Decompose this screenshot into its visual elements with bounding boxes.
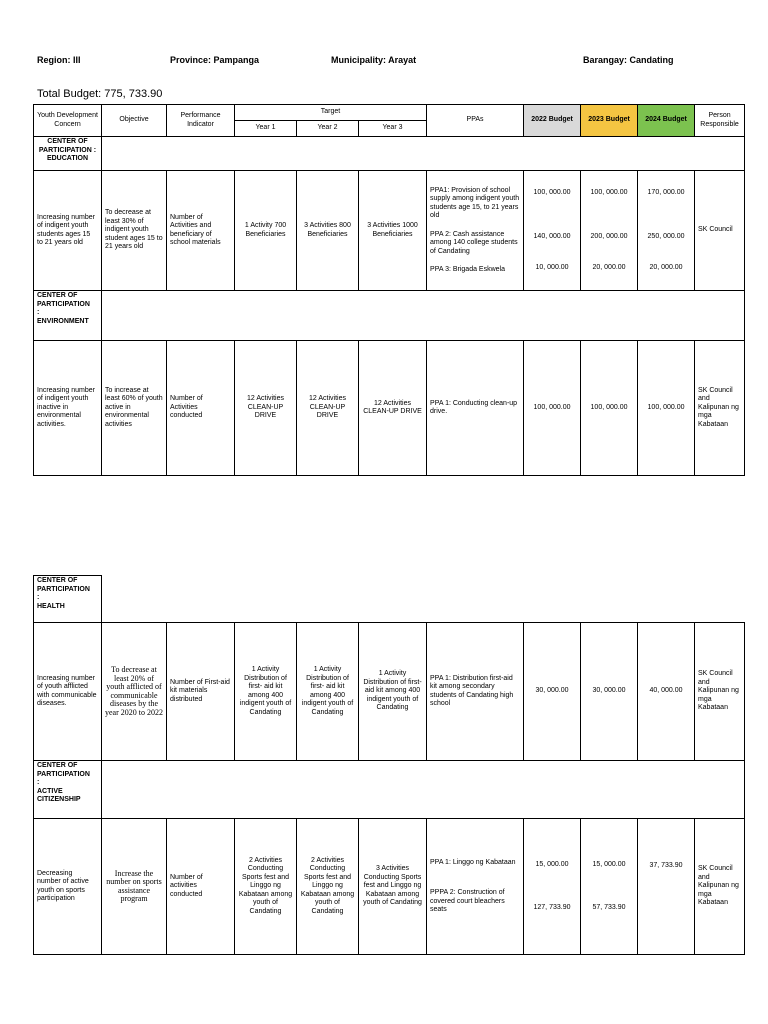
budget-value: 250, 000.00	[647, 233, 685, 241]
citizenship-ppa2: PPPA 2: Construction of covered court bleachers seats	[430, 889, 505, 913]
education-objective: To decrease at least 30% of indigent youth student ages 15 to 21 years old	[102, 171, 167, 291]
category-line: :	[37, 779, 40, 786]
province-label: Province: Pampanga	[170, 55, 260, 65]
environment-year3: 12 Activities CLEAN-UP DRIVE	[359, 341, 427, 476]
col-year2: Year 2	[297, 121, 359, 137]
budget-value: 127, 733.90	[533, 903, 571, 911]
education-indicator: Number of Activities and beneficiary of school materials	[167, 171, 235, 291]
col-2022-budget: 2022 Budget	[524, 105, 581, 137]
budget-value: 20, 000.00	[649, 263, 683, 271]
education-2023	[581, 171, 638, 291]
barangay-label: Barangay: Candating	[583, 55, 674, 65]
citizenship-2022	[524, 819, 581, 955]
category-filler	[102, 761, 745, 819]
category-line: CENTER OF PARTICIPATION	[37, 577, 90, 593]
citizenship-year1: 2 Activities Conducting Sports fest and Linggo ng Kabataan among youth of Candating	[235, 819, 297, 955]
category-line: ACTIVE CITIZENSHIP	[37, 787, 81, 803]
category-education: CENTER OF PARTICIPATION : EDUCATION	[34, 137, 102, 171]
environment-2024: 100, 000.00	[638, 341, 695, 476]
budget-value: 15, 000.00	[592, 861, 626, 868]
col-year1: Year 1	[235, 121, 297, 137]
citizenship-ppas	[427, 819, 524, 955]
category-filler	[102, 291, 745, 341]
environment-ppa: PPA 1: Conducting clean-up drive.	[427, 341, 524, 476]
education-ppa1: PPA1: Provision of school supply among indigent youth students age 15, to 21 years old	[430, 186, 520, 219]
citizenship-2023	[581, 819, 638, 955]
education-2024	[638, 171, 695, 291]
environment-year2: 12 Activities CLEAN-UP DRIVE	[297, 341, 359, 476]
health-year3: 1 Activity Distribution of first- aid kit among 400 indigent youth of Candating	[359, 623, 427, 761]
citizenship-person: SK Council and Kalipunan ng mga Kabataan	[695, 819, 745, 955]
education-2022	[524, 171, 581, 291]
region-label: Region: III	[37, 55, 81, 65]
budget-value: 140, 000.00	[533, 233, 571, 241]
education-year1: 1 Activity 700 Beneficiaries	[235, 171, 297, 291]
budget-value: 100, 000.00	[590, 188, 628, 196]
category-filler	[102, 576, 745, 623]
col-2023-budget: 2023 Budget	[581, 105, 638, 137]
health-concern: Increasing number of youth afflicted with communicable diseases.	[34, 623, 102, 761]
budget-value: 100, 000.00	[533, 188, 571, 196]
budget-value: 200, 000.00	[590, 233, 628, 241]
health-indicator: Number of First-aid kit materials distributed	[167, 623, 235, 761]
health-2022: 30, 000.00	[524, 623, 581, 761]
category-filler	[102, 137, 745, 171]
category-line: CENTER OF PARTICIPATION	[37, 292, 90, 308]
health-2024: 40, 000.00	[638, 623, 695, 761]
total-budget: Total Budget: 775, 733.90	[37, 88, 163, 100]
environment-indicator: Number of Activities conducted	[167, 341, 235, 476]
citizenship-concern: Decreasing number of active youth on sports participation	[34, 819, 102, 955]
category-line: CENTER OF PARTICIPATION	[37, 762, 90, 778]
citizenship-objective: Increase the number on sports assistance program	[102, 819, 167, 955]
col-2024-budget: 2024 Budget	[638, 105, 695, 137]
environment-2022: 100, 000.00	[524, 341, 581, 476]
plan-table-1	[33, 104, 745, 476]
citizenship-year3: 3 Activities Conducting Sports fest and Linggo ng Kabataan among youth of Candating	[359, 819, 427, 955]
environment-objective: To increase at least 60% of youth active in environmental activities	[102, 341, 167, 476]
category-line: ENVIRONMENT	[37, 317, 89, 325]
col-indicator: Performance Indicator	[167, 105, 235, 137]
budget-value: 20, 000.00	[592, 263, 626, 271]
col-concern: Youth Development Concern	[34, 105, 102, 137]
col-objective: Objective	[102, 105, 167, 137]
education-ppa3: PPA 3: Brigada Eskwela	[430, 266, 505, 273]
education-ppas	[427, 171, 524, 291]
col-year3: Year 3	[359, 121, 427, 137]
health-ppa: PPA 1: Distribution first-aid kit among secondary students of Candating high school	[427, 623, 524, 761]
environment-person: SK Council and Kalipunan ng mga Kabataan	[695, 341, 745, 476]
citizenship-2024	[638, 819, 695, 955]
environment-year1: 12 Activities CLEAN-UP DRIVE	[235, 341, 297, 476]
budget-value: 37, 733.90	[649, 862, 683, 870]
category-line: :	[37, 309, 40, 316]
category-line: HEALTH	[37, 602, 65, 610]
budget-value: 57, 733.90	[592, 903, 626, 911]
health-year2: 1 Activity Distribution of first- aid kit among 400 indigent youth of Candating	[297, 623, 359, 761]
education-year3: 3 Activities 1000 Beneficiaries	[359, 171, 427, 291]
col-ppas: PPAs	[427, 105, 524, 137]
citizenship-year2: 2 Activities Conducting Sports fest and Linggo ng Kabataan among youth of Candating	[297, 819, 359, 955]
education-person: SK Council	[695, 171, 745, 291]
budget-value: 10, 000.00	[535, 263, 569, 271]
citizenship-indicator: Number of activities conducted	[167, 819, 235, 955]
municipality-label: Municipality: Arayat	[331, 55, 417, 65]
environment-concern: Increasing number of indigent youth inactive in environmental activities.	[34, 341, 102, 476]
col-target: Target	[235, 105, 427, 121]
health-year1: 1 Activity Distribution of first- aid kit among 400 indigent youth of Candating	[235, 623, 297, 761]
environment-2023: 100, 000.00	[581, 341, 638, 476]
category-active-citizenship	[34, 761, 102, 819]
citizenship-ppa1: PPA 1: Linggo ng Kabataan	[430, 858, 516, 866]
education-concern: Increasing number of indigent youth students ages 15 to 21 years old	[34, 171, 102, 291]
budget-value: 170, 000.00	[647, 188, 685, 196]
education-year2: 3 Activities 800 Beneficiaries	[297, 171, 359, 291]
health-2023: 30, 000.00	[581, 623, 638, 761]
category-environment	[34, 291, 102, 341]
health-objective: To decrease at least 20% of youth afflicted of communicable diseases by the year 2020 to 2022	[102, 623, 167, 761]
budget-value: 15, 000.00	[535, 861, 569, 868]
category-health	[34, 576, 102, 623]
category-line: :	[37, 594, 40, 601]
education-ppa2: PPA 2: Cash assistance among 140 college students of Candating	[430, 230, 518, 255]
plan-table-2	[33, 575, 745, 955]
health-person: SK Council and Kalipunan ng mga Kabataan	[695, 623, 745, 761]
col-person: Person Responsible	[695, 105, 745, 137]
